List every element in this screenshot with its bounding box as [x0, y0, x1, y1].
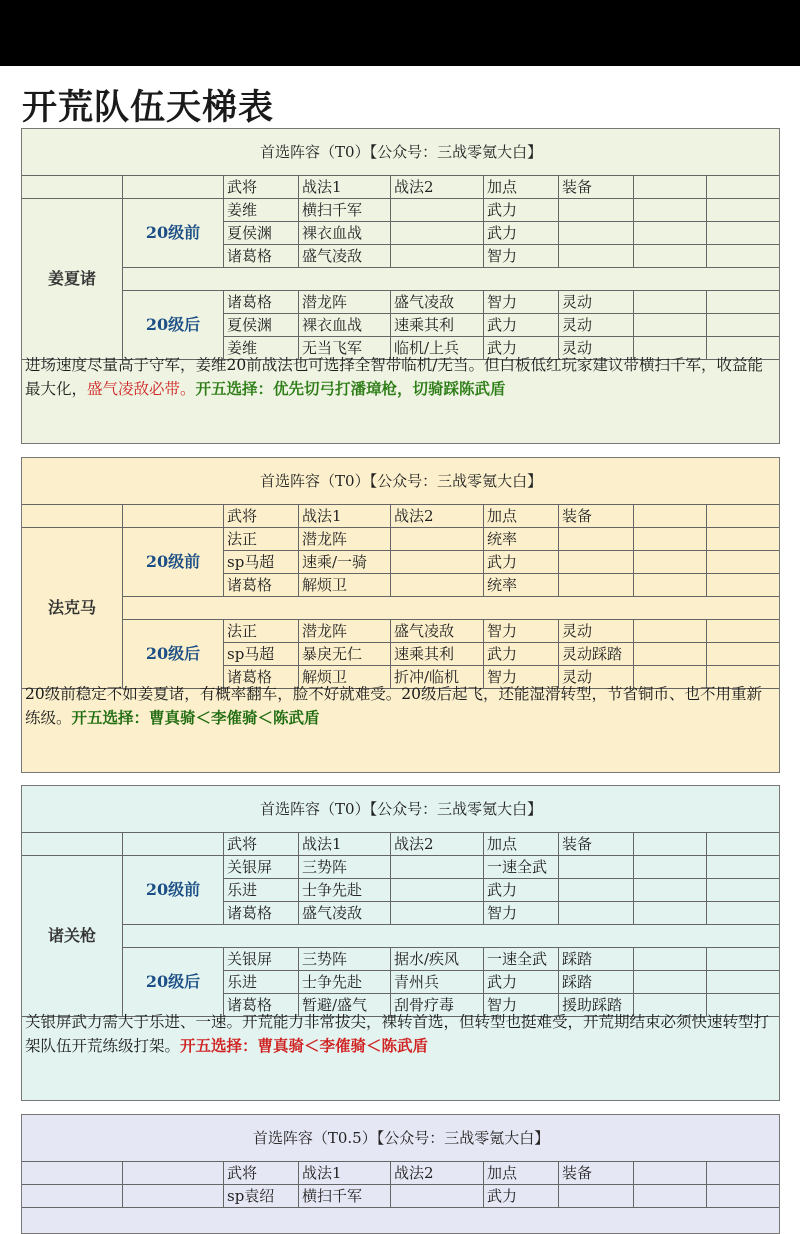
- column-header-row: [22, 176, 781, 199]
- tactic1-cell: 解烦卫: [299, 666, 391, 689]
- general-cell: 诸葛格: [224, 291, 299, 314]
- col-tactic2: 战法2: [391, 505, 484, 528]
- lineup-note: [25, 1011, 777, 1058]
- table-row: [22, 1185, 781, 1208]
- general-cell: 夏侯渊: [224, 314, 299, 337]
- tactic2-cell: [391, 856, 484, 879]
- points-cell: 智力: [484, 994, 559, 1017]
- column-header-row: [22, 833, 781, 856]
- tactic1-cell: 士争先赴: [299, 879, 391, 902]
- level-label-pre: 20级前: [123, 856, 224, 925]
- points-cell: 武力: [484, 199, 559, 222]
- gear-cell: [559, 245, 634, 268]
- gear-cell: 灵动: [559, 666, 634, 689]
- col-points: 加点: [484, 176, 559, 199]
- separator-row: [22, 925, 781, 948]
- general-cell: 诸葛格: [224, 574, 299, 597]
- points-cell: 武力: [484, 337, 559, 360]
- general-cell: sp马超: [224, 643, 299, 666]
- gear-cell: [559, 856, 634, 879]
- tactic1-cell: 速乘/一骑: [299, 551, 391, 574]
- col-points: 加点: [484, 1162, 559, 1185]
- lineup-header: 首选阵容（T0.5）【公众号：三战零氪大白】: [22, 1115, 781, 1162]
- table-row: [22, 948, 781, 971]
- col-gear: 装备: [559, 505, 634, 528]
- general-cell: 法正: [224, 528, 299, 551]
- tactic2-cell: [391, 1185, 484, 1208]
- gear-cell: 援助踩踏: [559, 994, 634, 1017]
- general-cell: 法正: [224, 620, 299, 643]
- general-cell: 乐进: [224, 879, 299, 902]
- tactic1-cell: 无当飞军: [299, 337, 391, 360]
- tactic2-cell: [391, 574, 484, 597]
- tactic1-cell: 暂避/盛气: [299, 994, 391, 1017]
- level-label-post: 20级后: [123, 291, 224, 360]
- col-tactic1: 战法1: [299, 833, 391, 856]
- level-label-pre: 20级前: [123, 199, 224, 268]
- gear-cell: [559, 902, 634, 925]
- top-black-bar: [0, 0, 800, 66]
- col-tactic2: 战法2: [391, 1162, 484, 1185]
- tactic2-cell: 盛气凌敌: [391, 620, 484, 643]
- lineup-table-1: [21, 128, 780, 360]
- lineup-block-3: [21, 785, 780, 1101]
- column-header-row: [22, 505, 781, 528]
- note-text: 20级前稳定不如姜夏诸，有概率翻车，脸不好就难受。20级后起飞，还能湿滑转型，节省铜币、也不用重新练级。: [25, 685, 762, 727]
- points-cell: 武力: [484, 314, 559, 337]
- table-row: [22, 856, 781, 879]
- col-gear: 装备: [559, 176, 634, 199]
- hero-name: 法克马: [22, 528, 123, 689]
- tactic1-cell: 潜龙阵: [299, 291, 391, 314]
- col-gear: 装备: [559, 1162, 634, 1185]
- tactic2-cell: 临机/上兵: [391, 337, 484, 360]
- tactic1-cell: 三势阵: [299, 856, 391, 879]
- column-header-row: [22, 1162, 781, 1185]
- separator-row: [22, 597, 781, 620]
- tactic1-cell: 横扫千军: [299, 1185, 391, 1208]
- tactic1-cell: 潜龙阵: [299, 620, 391, 643]
- tactic2-cell: 折冲/临机: [391, 666, 484, 689]
- lineup-table-3: [21, 785, 780, 1017]
- points-cell: 统率: [484, 574, 559, 597]
- table-row: [22, 291, 781, 314]
- level-label-pre: 20级前: [123, 528, 224, 597]
- col-tactic1: 战法1: [299, 176, 391, 199]
- lineup-header: 首选阵容（T0）【公众号：三战零氪大白】: [22, 129, 781, 176]
- points-cell: 武力: [484, 971, 559, 994]
- points-cell: 武力: [484, 1185, 559, 1208]
- col-tactic1: 战法1: [299, 1162, 391, 1185]
- points-cell: 智力: [484, 620, 559, 643]
- points-cell: 一速全武: [484, 948, 559, 971]
- separator-row: [22, 268, 781, 291]
- points-cell: 武力: [484, 643, 559, 666]
- gear-cell: [559, 551, 634, 574]
- tactic2-cell: [391, 222, 484, 245]
- gear-cell: [559, 199, 634, 222]
- tactic2-cell: 据水/疾风: [391, 948, 484, 971]
- points-cell: 武力: [484, 879, 559, 902]
- gear-cell: 灵动踩踏: [559, 643, 634, 666]
- col-general: 武将: [224, 505, 299, 528]
- col-general: 武将: [224, 1162, 299, 1185]
- tactic1-cell: 暴戾无仁: [299, 643, 391, 666]
- gear-cell: [559, 528, 634, 551]
- general-cell: 关银屏: [224, 856, 299, 879]
- tactic2-cell: 青州兵: [391, 971, 484, 994]
- general-cell: 诸葛格: [224, 902, 299, 925]
- gear-cell: 灵动: [559, 337, 634, 360]
- tactic2-cell: [391, 199, 484, 222]
- level-label-post: 20级后: [123, 620, 224, 689]
- col-tactic2: 战法2: [391, 176, 484, 199]
- gear-cell: [559, 574, 634, 597]
- tactic2-cell: 速乘其利: [391, 643, 484, 666]
- col-points: 加点: [484, 505, 559, 528]
- col-gear: 装备: [559, 833, 634, 856]
- col-general: 武将: [224, 176, 299, 199]
- lineup-note: [25, 683, 777, 730]
- lineup-note: [25, 354, 777, 401]
- lineup-header: 首选阵容（T0）【公众号：三战零氪大白】: [22, 458, 781, 505]
- gear-cell: [559, 879, 634, 902]
- col-points: 加点: [484, 833, 559, 856]
- table-row: [22, 528, 781, 551]
- gear-cell: 灵动: [559, 620, 634, 643]
- tactic1-cell: 裸衣血战: [299, 222, 391, 245]
- note-highlight: 盛气凌敌必带。: [87, 380, 196, 398]
- note-text: 进场速度尽量高于守军，姜维20前战法也可选择全智带临机/无当。但白板低红玩家建议带横扫千军，收益能最大化，: [25, 356, 763, 398]
- points-cell: 武力: [484, 551, 559, 574]
- general-cell: 诸葛格: [224, 994, 299, 1017]
- tactic2-cell: 刮骨疗毒: [391, 994, 484, 1017]
- points-cell: 智力: [484, 245, 559, 268]
- tactic1-cell: 盛气凌敌: [299, 902, 391, 925]
- level-label-post: 20级后: [123, 948, 224, 1017]
- points-cell: 一速全武: [484, 856, 559, 879]
- points-cell: 智力: [484, 291, 559, 314]
- general-cell: sp马超: [224, 551, 299, 574]
- lineup-header: 首选阵容（T0）【公众号：三战零氪大白】: [22, 786, 781, 833]
- tactic2-cell: [391, 528, 484, 551]
- general-cell: 关银屏: [224, 948, 299, 971]
- general-cell: 诸葛格: [224, 666, 299, 689]
- tactic1-cell: 潜龙阵: [299, 528, 391, 551]
- points-cell: 智力: [484, 666, 559, 689]
- tactic1-cell: 解烦卫: [299, 574, 391, 597]
- hero-name: 姜夏诸: [22, 199, 123, 360]
- table-row: [22, 620, 781, 643]
- note-open-five: 开五选择：优先切弓打潘璋枪，切骑踩陈武盾: [195, 379, 506, 398]
- tactic1-cell: 士争先赴: [299, 971, 391, 994]
- lineup-block-1: [21, 128, 780, 444]
- table-row: [22, 199, 781, 222]
- tactic2-cell: [391, 879, 484, 902]
- lineup-table-4: [21, 1114, 780, 1208]
- tactic2-cell: 速乘其利: [391, 314, 484, 337]
- lineup-table-2: [21, 457, 780, 689]
- tactic1-cell: 横扫千军: [299, 199, 391, 222]
- tactic2-cell: [391, 245, 484, 268]
- gear-cell: [559, 222, 634, 245]
- general-cell: 夏侯渊: [224, 222, 299, 245]
- general-cell: 姜维: [224, 199, 299, 222]
- note-open-five: 开五选择：曹真骑＜李傕骑＜陈武盾: [180, 1036, 429, 1055]
- col-general: 武将: [224, 833, 299, 856]
- tactic1-cell: 三势阵: [299, 948, 391, 971]
- tactic2-cell: 盛气凌敌: [391, 291, 484, 314]
- points-cell: 武力: [484, 222, 559, 245]
- points-cell: 统率: [484, 528, 559, 551]
- lineup-block-4: [21, 1114, 780, 1234]
- lineup-block-2: [21, 457, 780, 773]
- tactic2-cell: [391, 902, 484, 925]
- general-cell: 姜维: [224, 337, 299, 360]
- tactic1-cell: 盛气凌敌: [299, 245, 391, 268]
- general-cell: sp袁绍: [224, 1185, 299, 1208]
- gear-cell: [559, 1185, 634, 1208]
- col-tactic1: 战法1: [299, 505, 391, 528]
- general-cell: 诸葛格: [224, 245, 299, 268]
- note-open-five: 开五选择：曹真骑＜李傕骑＜陈武盾: [71, 708, 320, 727]
- general-cell: 乐进: [224, 971, 299, 994]
- hero-name: 诸关枪: [22, 856, 123, 1017]
- gear-cell: 灵动: [559, 314, 634, 337]
- gear-cell: 踩踏: [559, 948, 634, 971]
- gear-cell: 灵动: [559, 291, 634, 314]
- tactic1-cell: 裸衣血战: [299, 314, 391, 337]
- note-text: 关银屏武力需大于乐进、一速。开荒能力非常拔尖，裸转首选，但转型也挺难受，开荒期结束必须快速转型打架队伍开荒练级打架。: [25, 1013, 770, 1055]
- points-cell: 智力: [484, 902, 559, 925]
- tactic2-cell: [391, 551, 484, 574]
- col-tactic2: 战法2: [391, 833, 484, 856]
- gear-cell: 踩踏: [559, 971, 634, 994]
- page-title: 开荒队伍天梯表: [22, 88, 275, 128]
